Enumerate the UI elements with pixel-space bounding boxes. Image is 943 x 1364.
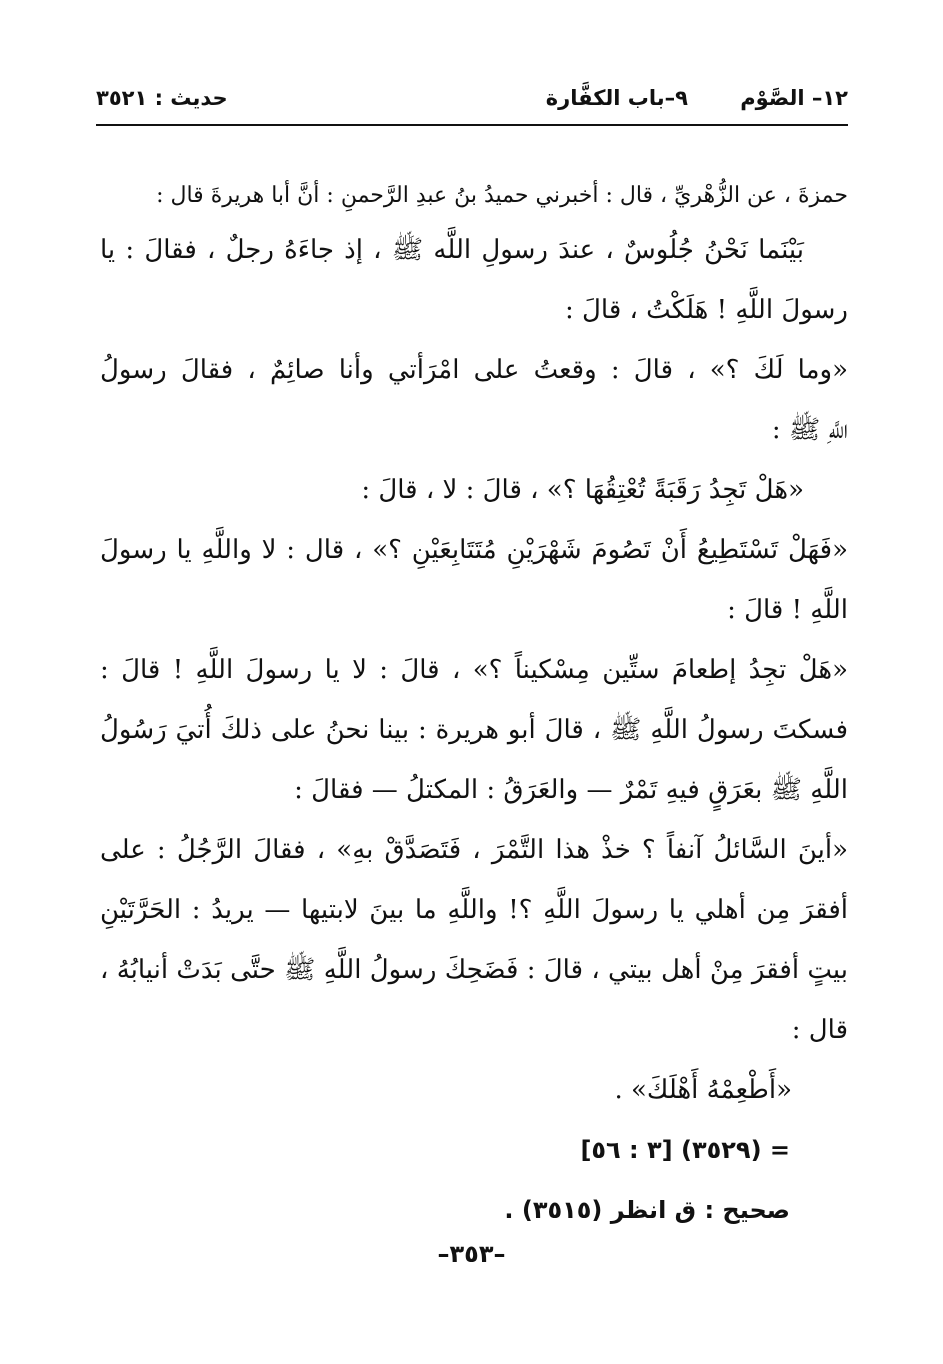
running-header — [96, 86, 848, 120]
text-line: أفقرَ مِن أهلي يا رسولَ اللَّهِ ؟! واللَّهِ ما بينَ لابتيها — يريدُ : الحَرَّتَيْنِ — [100, 895, 848, 925]
text-line: بيتٍ أفقرَ مِنْ أهل بيتي ، قالَ : فَضَحِكَ رسولُ اللَّهِ ﷺ حتَّى بَدَتْ أنيابُهُ ، — [100, 955, 848, 985]
text-line: «أَطْعِمْهُ أَهْلَكَ» . — [614, 1075, 792, 1105]
text-line: اللَّهِ ! قالَ : — [727, 595, 848, 625]
text-line: «هَلْ تَجِدُ رَقَبَةً تُعْتِقُهَا ؟» ، قالَ : لا ، قالَ : — [361, 475, 804, 505]
text-line: قال : — [791, 1015, 848, 1045]
text-line: فسكتَ رسولُ اللَّهِ ﷺ ، قالَ أبو هريرة : بينا نحنُ على ذلكَ أُتيَ رَسُولُ — [100, 715, 848, 745]
text-line: «هَلْ تجِدُ إطعامَ ستِّين مِسْكيناً ؟» ، قالَ : لا يا رسولَ اللَّهِ ! قالَ : — [100, 655, 848, 685]
hadith-grading: صحيح : ق انظر (٣٥١٥) . — [504, 1196, 790, 1224]
text-line: رسولَ اللَّهِ ! هَلَكْتُ ، قالَ : — [565, 295, 848, 325]
text-line: بَيْنَما نَحْنُ جُلُوسٌ ، عندَ رسولِ اللَّه ﷺ ، إذ جاءَهُ رجلٌ ، فقالَ : يا — [100, 235, 804, 265]
chapter-title: ١٢– الصَّوْم — [740, 86, 848, 110]
text-line: «أينَ السَّائلُ آنفاً ؟ خذْ هذا التَّمْرَ ، فَتَصَدَّقْ بهِ» ، فقالَ الرَّجُلُ : على — [100, 835, 848, 865]
text-line: اللَّهِ ﷺ : — [771, 415, 848, 445]
text-line: حمزةَ ، عن الزُّهْريِّ ، قال : أخبرني حميدُ بنُ عبدِ الرَّحمنِ : أنَّ أبا هريرةَ قال : — [156, 183, 848, 208]
page-number: –٣٥٣– — [437, 1240, 506, 1268]
section-title: ٩–باب الكفَّارة — [545, 86, 688, 110]
text-line: «وما لَكَ ؟» ، قالَ : وقعتُ على امْرَأتي وأنا صائِمٌ ، فقالَ رسولُ — [100, 355, 848, 385]
hadith-text — [100, 172, 848, 1240]
hadith-number: حديث : ٣٥٢١ — [96, 86, 228, 110]
text-line: اللَّهِ ﷺ بعَرَقٍ فيهِ تَمْرٌ — والعَرَقُ : المكتلُ — فقالَ : — [294, 775, 848, 805]
text-line: «فَهَلْ تَسْتَطِيعُ أَنْ تَصُومَ شَهْرَيْنِ مُتَتَابِعَيْنِ ؟» ، قال : لا واللَّهِ يا رسولَ — [100, 535, 848, 565]
source-reference: = (٣٥٢٩) [٣ : ٥٦] — [580, 1136, 790, 1164]
header-divider — [96, 124, 848, 126]
